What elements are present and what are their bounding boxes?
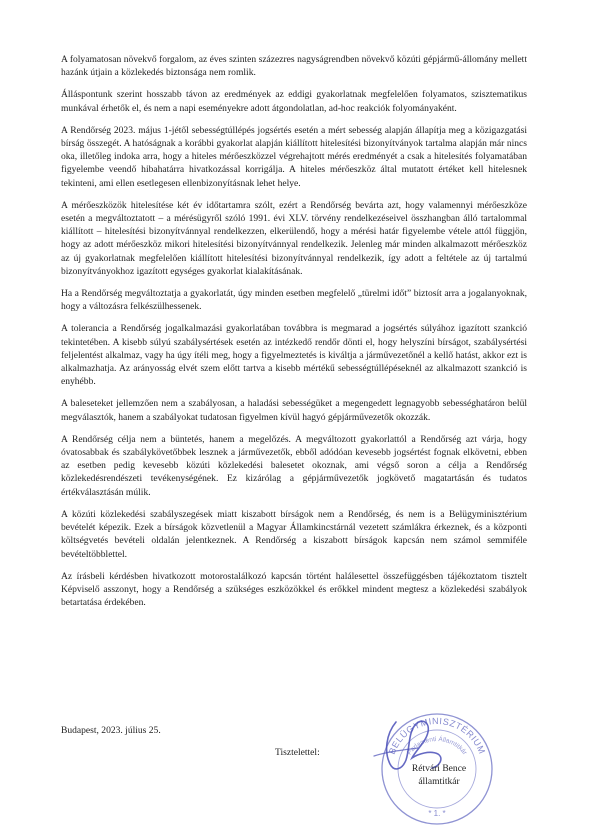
svg-text:Parlamenti Államtitkár: Parlamenti Államtitkár: [405, 735, 469, 757]
paragraph: A baleseteket jellemzően nem a szabályosan, a haladási sebességüket a megengedett legnagyobb sebességhatáron belül megválasztók, hanem a szabályokat tudatosan figyelmen kívül hagyó gépjárművezetők okozzák.: [61, 398, 527, 423]
signatory-title: államtitkár: [418, 776, 460, 787]
paragraph: A folyamatosan növekvő forgalom, az éves szinten százezres nagyságrendben növekvő közúti gépjármű-állomány mellett hazánk útjain a közlekedés biztonsága nem romlik.: [61, 54, 527, 79]
paragraph: A Rendőrség célja nem a büntetés, hanem a megelőzés. A megváltozott gyakorlattól a Rendőrség azt várja, hogy óvatosabbak és szabálykövetőbbek lesznek a járművezetők, ebből adódóan kevesebb jogsértést fognak elkövetni, ebben az esetben pedig kevesebb közúti közlekedési balesetet okoznak, ami végső soron a célja a Rendőrség közlekedésrendészeti tevékenységének. Ez kizárólag a gépjárművezetők jogkövető magatartásán és tudatos értékválasztásán múlik.: [61, 433, 527, 498]
paragraph: Álláspontunk szerint hosszabb távon az eredmények az eddigi gyakorlatnak megfelelően folyamatos, szisztematikus munkával érhetők el, és nem a napi eseményekre adott átgondolatlan, ad-hoc reakciók folyományaként.: [61, 89, 527, 114]
paragraph: A közúti közlekedési szabályszegések miatt kiszabott bírságok nem a Rendőrség, és nem is a Belügyminisztérium bevételét képezik. Ezek a bírságok közvetlenül a Magyar Államkincstárnál vezetett számlákra érkeznek, és a központi költségvetés bevételi oldalán jelentkeznek. A Rendőrség a kiszabott bírságok kapcsán nem számol semmiféle bevételtöbblettel.: [61, 508, 527, 560]
date-line: Budapest, 2023. július 25.: [61, 725, 161, 736]
svg-text:* 1. *: * 1. *: [428, 809, 446, 818]
paragraph: A tolerancia a Rendőrség jogalkalmazási gyakorlatában továbbra is megmarad a jogsértés súlyához igazított szankció tekintetében. A kisebb súlyú szabálysértések esetén az intézkedő rendőr dönti el, hogy helyszíni bírságot, szabálysértési feljelentést alkalmaz, vagy ha úgy ítéli meg, hogy a figyelmeztetés is kiváltja a járművezetőnél a kellő hatást, akkor ezt is alkalmazhatja. Az arányosság elvét szem előtt tartva a kisebb mértékű sebességtúllépéseknél az alkalmazott szankció is enyhébb.: [61, 323, 527, 388]
paragraph: A Rendőrség 2023. május 1-jétől sebességtúllépés jogsértés esetén a mért sebesség alapján állapítja meg a közigazgatási bírság összegét. A hatóságnak a korábbi gyakorlat alapján kiállított hitelesítési bizonyítványok tartalma alapján már nincs oka, illetőleg indoka arra, hogy a hiteles mérőeszközzel végrehajtott mérés eredményét a csak a hitelesítés folyamatában figyelembe veendő hibahatárra hivatkozással korrigálja. A hiteles mérőeszköz által mutatott értéket kell hitelesnek tekinteni, ami ellen esetlegesen ellenbizonyításnak lehet helye.: [61, 124, 527, 189]
paragraph: Az írásbeli kérdésben hivatkozott motorostalálkozó kapcsán történt halálesettel összefüggésben tájékoztatom tisztelt Képviselő asszonyt, hogy a Rendőrség a szükséges eszközökkel és erőkkel mindent megtesz a közlekedési szabályok betartatása érdekében.: [61, 570, 527, 609]
paragraph: Ha a Rendőrség megváltoztatja a gyakorlatát, úgy minden esetben megfelelő „türelmi időt” biztosít arra a jogalanyoknak, hogy a változásra felkészülhessenek.: [61, 288, 527, 313]
paragraph: A mérőeszközök hitelesítése két év időtartamra szólt, ezért a Rendőrség bevárta azt, hogy valamennyi mérőeszköze esetén a megváltoztatott – a mérésügyről szóló 1991. évi XLV. törvény rendelkezéseivel összhangban álló tartalommal kiállított – hitelesítési bizonyítvánnyal rendelkezzen, elkerülendő, hogy a mérési határ figyelembe vétele attól függjön, hogy az adott mérőeszköz mikori hitelesítési bizonyítvánnyal rendelkezik. Jelenleg már minden alkalmazott mérőeszköz az új gyakorlatnak megfelelően kiállított hitelesítési bizonyítvánnyal rendelkezik, így adott a feltétele az új tartalmú bizonyítványokhoz igazított egységes gyakorlat kialakításának.: [61, 199, 527, 277]
svg-text:BELÜGYMINISZTÉRIUM: BELÜGYMINISZTÉRIUM: [386, 715, 488, 756]
signatory-name: Rétvári Bence: [411, 763, 467, 774]
closing-salutation: Tisztelettel:: [275, 747, 320, 758]
letter-body: [61, 53, 527, 609]
